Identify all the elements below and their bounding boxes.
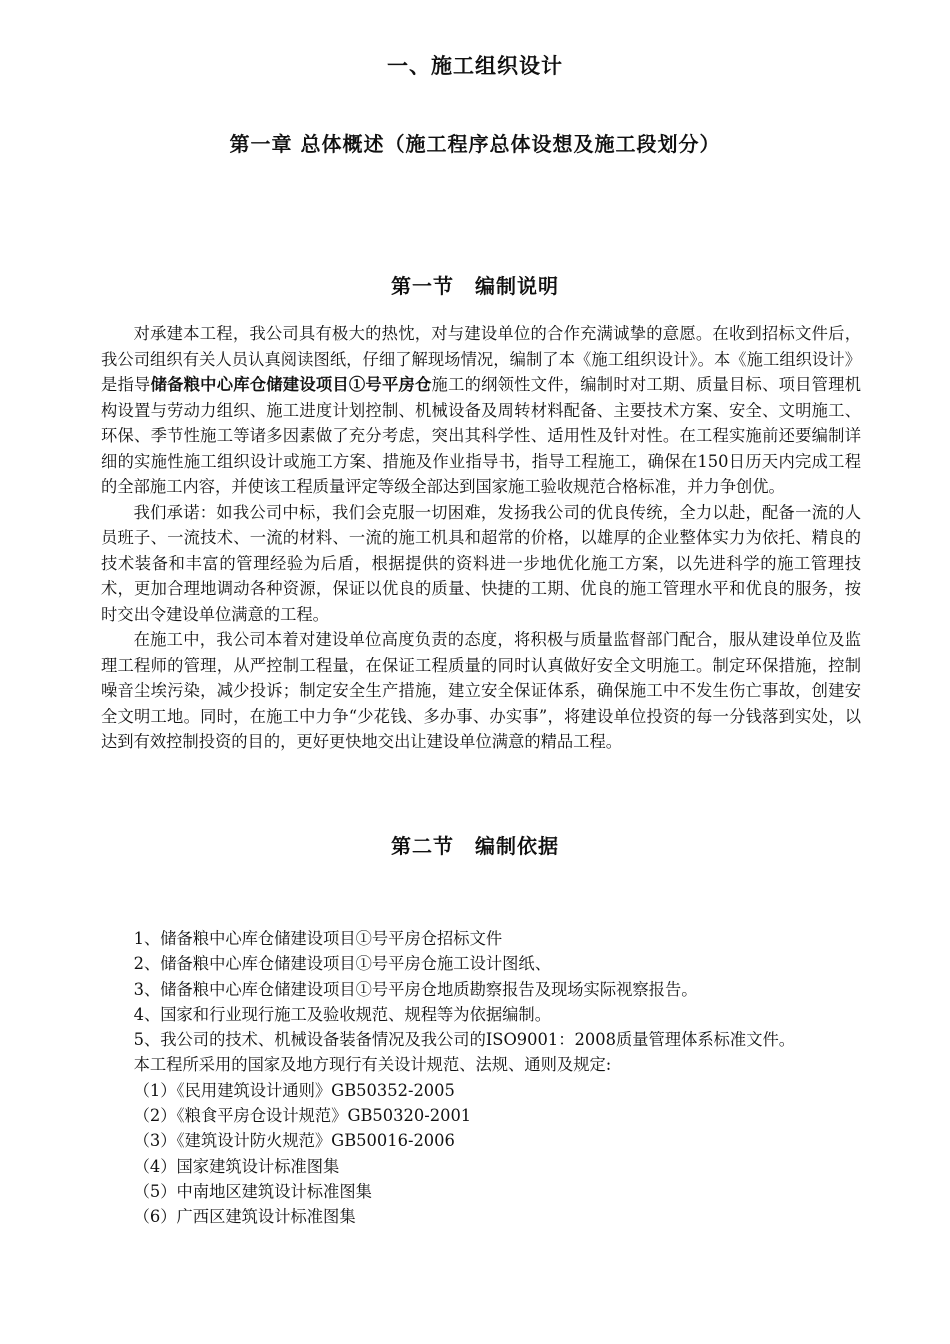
section1-paragraph-1 [101,321,861,500]
project-name-emphasis: 储备粮中心库仓储建设项目①号平房仓 [150,375,432,394]
standards-intro: 本工程所采用的国家及地方现行有关设计规范、法规、通则及规定: [133,1055,612,1075]
paragraph-text: 施工的纲领性文件，编制时对工期、质量目标、项目管理机构设置与劳动力组织、施工进度计划控制、机械设备及周转材料配备、主要技术方案、安全、文明施工、环保、季节性施工等诸多因素做了充分考虑，突出其科学性、适用性及针对性。在工程实施前还要编制详细的实施性施工组织设计或施工方案、措施及作业指导书，指导工程施工，确保在150日历天内完成工程的全部施工内容，并使该工程质量评定等级全部达到国家施工验收规范合格标准，并力争创优。 [101,375,861,496]
section1-paragraph-2: 我们承诺：如我公司中标，我们会克服一切困难，发扬我公司的优良传统，全力以赴，配备一流的人员班子、一流技术、一流的材料、一流的施工机具和超常的价格，以雄厚的企业整体实力为依托、精良的技术装备和丰富的管理经验为后盾，根据提供的资料进一步地优化施工方案，以先进科学的施工管理技术，更加合理地调动各种资源，保证以优良的质量、快捷的工期、优良的施工管理水平和优良的服务，按时交出令建设单位满意的工程。 [101,502,861,624]
standard-item: （1）《民用建筑设计通则》GB50352-2005 [133,1080,455,1100]
section1-paragraph-3: 在施工中，我公司本着对建设单位高度负责的态度，将积极与质量监督部门配合，服从建设单位及监理工程师的管理，从严控制工程量，在保证工程质量的同时认真做好安全文明施工。制定环保措施，控制噪音尘埃污染，减少投诉；制定安全生产措施，建立安全保证体系，确保施工中不发生伤亡事故，创建安全文明工地。同时，在施工中力争“少花钱、多办事、办实事”，将建设单位投资的每一分钱落到实处，以达到有效控制投资的目的，更好更快地交出让建设单位满意的精品工程。 [101,630,861,751]
basis-item: 1、储备粮中心库仓储建设项目①号平房仓招标文件 [133,929,503,948]
section2-title: 第二节 编制依据 [391,834,559,858]
chapter-title: 第一章 总体概述（施工程序总体设想及施工段划分） [229,132,721,156]
standard-item: （5）中南地区建筑设计标准图集 [133,1181,372,1201]
standard-item: （4）国家建筑设计标准图集 [133,1156,340,1176]
basis-item: 5、我公司的技术、机械设备装备情况及我公司的ISO9001：2008质量管理体系标准文件。 [133,1030,796,1050]
section2-body [101,926,861,1230]
section1-body [101,321,861,755]
document-main-title: 一、施工组织设计 [387,53,563,78]
basis-item: 2、储备粮中心库仓储建设项目①号平房仓施工设计图纸、 [133,954,551,974]
standard-item: （6）广西区建筑设计标准图集 [133,1207,356,1227]
paragraph-text: 对承建本工程，我公司具有极大的热忱，对与建设单位的合作充满诚挚的意愿。在收到招标文件后，我公司组织有关人员认真阅读图纸，仔细了解现场情况，编制了本《施工组织设计》。本《施工组织设计》是指导 [101,324,861,394]
section1-title: 第一节 编制说明 [391,274,559,298]
standard-item: （3）《建筑设计防火规范》GB50016-2006 [133,1131,455,1151]
basis-item: 4、国家和行业现行施工及验收规范、规程等为依据编制。 [133,1004,551,1024]
basis-item: 3、储备粮中心库仓储建设项目①号平房仓地质勘察报告及现场实际视察报告。 [133,979,698,999]
standard-item: （2）《粮食平房仓设计规范》GB50320-2001 [133,1106,472,1126]
